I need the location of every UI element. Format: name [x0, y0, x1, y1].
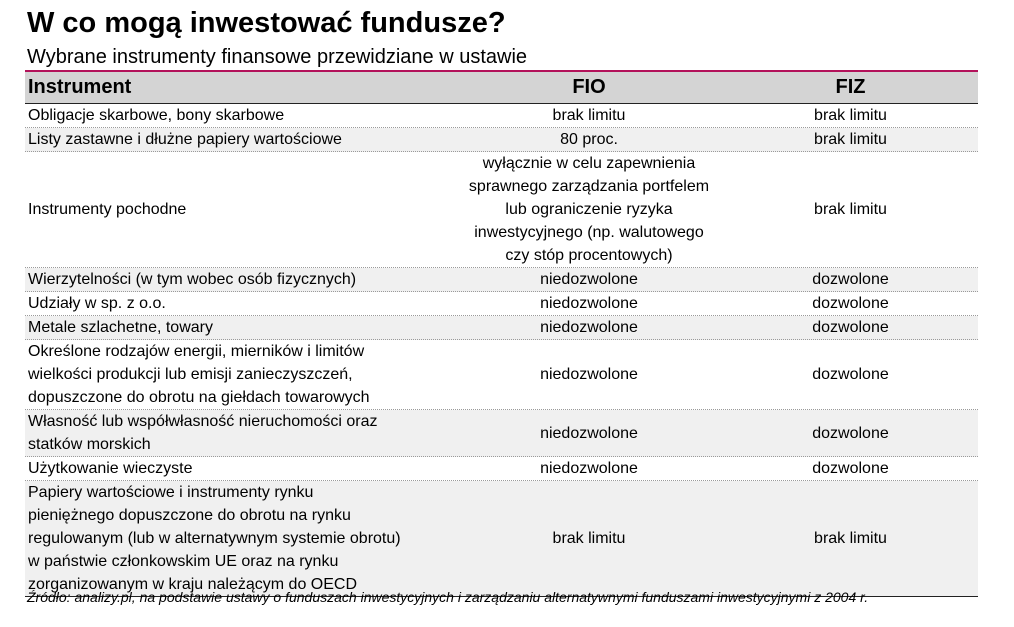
cell-instrument: Obligacje skarbowe, bony skarbowe	[28, 107, 285, 124]
cell-fiz: dozwolone	[812, 460, 889, 477]
page-title: W co mogą inwestować fundusze?	[27, 7, 506, 39]
cell-fiz: dozwolone	[812, 366, 889, 383]
cell-fiz: brak limitu	[814, 530, 887, 547]
table-row	[25, 410, 978, 457]
cell-fio: niedozwolone	[540, 366, 638, 383]
cell-instrument: Własność lub współwłasność nieruchomości oraz statków morskich	[28, 413, 378, 453]
page-subtitle: Wybrane instrumenty finansowe przewidziane w ustawie	[27, 46, 528, 68]
cell-fio: 80 proc.	[560, 131, 618, 148]
cell-fio: brak limitu	[552, 530, 626, 547]
cell-fiz: brak limitu	[814, 131, 887, 148]
table-row	[25, 268, 978, 292]
cell-fiz: brak limitu	[814, 107, 887, 124]
cell-instrument: Metale szlachetne, towary	[28, 319, 213, 336]
table-row	[25, 128, 978, 152]
cell-fiz: dozwolone	[812, 271, 889, 288]
table-row	[25, 152, 978, 268]
table-header	[25, 72, 978, 104]
table-row	[25, 316, 978, 340]
cell-instrument: Określone rodzajów energii, mierników i limitów wielkości produkcji lub emisji zanieczyszczeń, dopuszczone do obrotu na giełdach towarowych	[28, 343, 370, 406]
cell-fio: niedozwolone	[540, 424, 638, 442]
cell-instrument: Udziały w sp. z o.o.	[28, 295, 166, 312]
table-row	[25, 457, 978, 481]
cell-fio: niedozwolone	[540, 460, 638, 477]
header-fiz: FIZ	[835, 76, 866, 98]
header-fio: FIO	[572, 76, 606, 98]
cell-fiz: dozwolone	[812, 424, 889, 442]
table-row	[25, 340, 978, 410]
cell-instrument: Wierzytelności (w tym wobec osób fizycznych)	[28, 271, 357, 288]
instruments-table	[25, 70, 978, 597]
table-row	[25, 292, 978, 316]
cell-instrument: Instrumenty pochodne	[28, 201, 187, 218]
table-row	[25, 481, 978, 597]
cell-fio: wyłącznie w celu zapewnienia sprawnego zarządzania portfelem lub ograniczenie ryzyka inwestycyjnego (np. walutowego czy stóp procentowych)	[468, 155, 710, 264]
cell-instrument: Papiery wartościowe i instrumenty rynku pieniężnego dopuszczone do obrotu na rynku regulowanym (lub w alternatywnym systemie obrotu) w państwie członkowskim UE oraz na rynku zorganizowanym w kraju należącym do OECD	[28, 484, 401, 593]
cell-instrument: Listy zastawne i dłużne papiery wartościowe	[28, 131, 342, 148]
cell-fiz: dozwolone	[812, 295, 889, 312]
cell-fio: niedozwolone	[540, 271, 638, 288]
cell-fio: niedozwolone	[540, 295, 638, 312]
table-row	[25, 104, 978, 128]
cell-fio: niedozwolone	[540, 319, 638, 336]
table-body	[25, 104, 978, 597]
cell-fio: brak limitu	[552, 107, 626, 124]
header-instrument: Instrument	[28, 76, 132, 98]
source-note: Źródło: analizy.pl, na podstawie ustawy o funduszach inwestycyjnych i zarządzaniu alternatywnymi funduszami inwestycyjnymi z 2004 r.	[27, 589, 869, 605]
cell-fiz: brak limitu	[814, 201, 887, 218]
cell-instrument: Użytkowanie wieczyste	[28, 460, 193, 477]
cell-fiz: dozwolone	[812, 319, 889, 336]
